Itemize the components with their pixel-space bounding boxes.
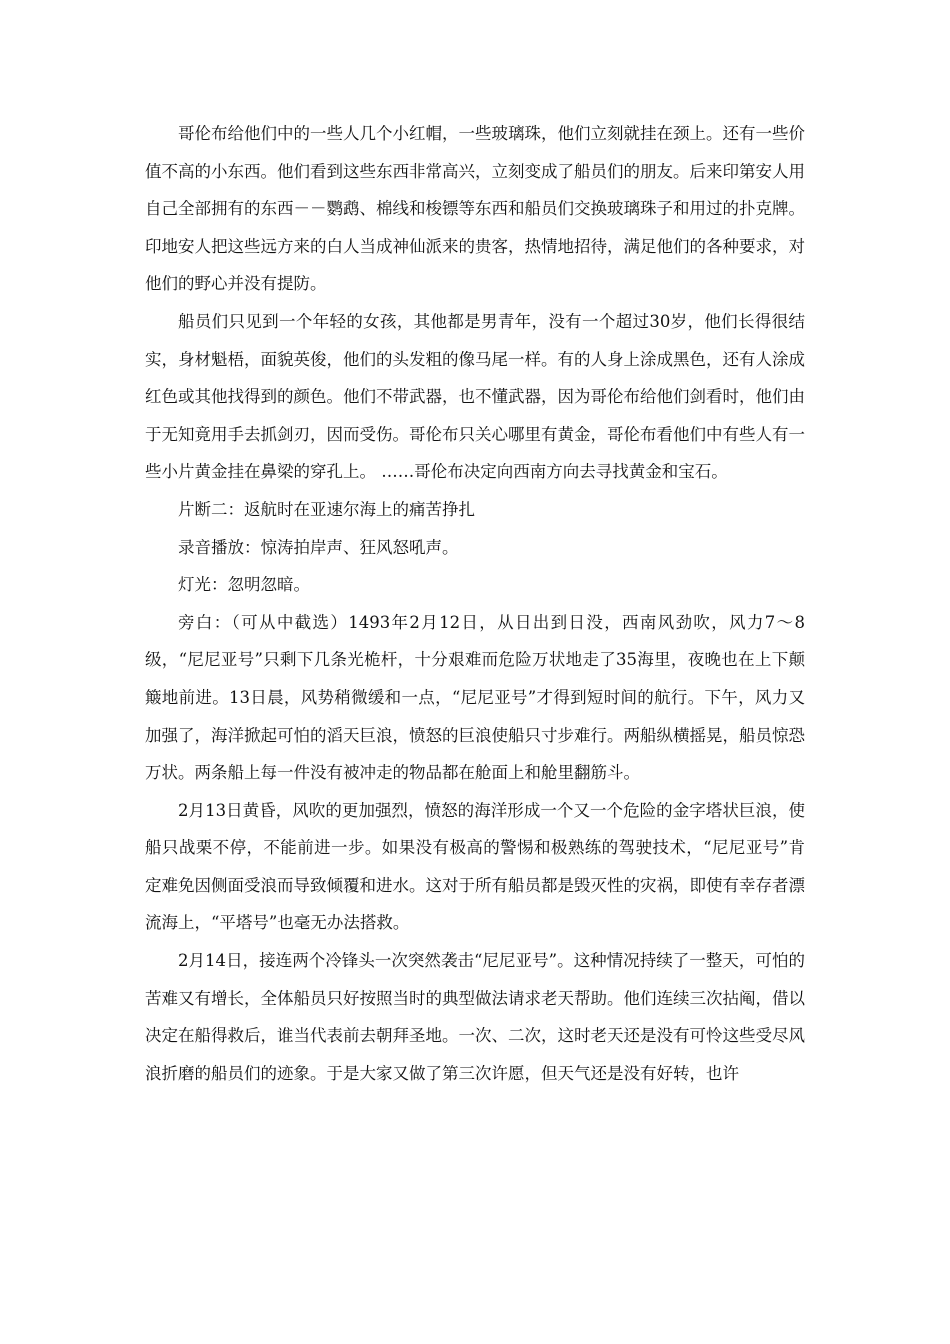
paragraph-columbus-gifts: 哥伦布给他们中的一些人几个小红帽，一些玻璃珠，他们立刻就挂在颈上。还有一些价值不高的小东西。他们看到这些东西非常高兴，立刻变成了船员们的朋友。后来印第安人用自己全部拥有的东西－－鹦鹉、棉线和梭镖等东西和船员们交换玻璃珠子和用过的扑克牌。印地安人把这些远方来的白人当成神仙派来的贵客，热情地招待，满足他们的各种要求，对他们的野心并没有提防。 xyxy=(145,124,805,294)
paragraph-feb-14: 2月14日，接连两个冷锋头一次突然袭击“尼尼亚号”。这种情况持续了一整天，可怕的苦难又有增长，全体船员只好按照当时的典型做法请求老天帮助。他们连续三次拈阄，借以决定在船得救后，谁当代表前去朝拜圣地。一次、二次，这时老天还是没有可怜这些受尽风浪折磨的船员们的迹象。于是大家又做了第三次许愿，但天气还是没有好转，也许 xyxy=(145,951,805,1083)
stage-direction-lighting: 灯光：忽明忽暗。 xyxy=(178,575,310,595)
section-heading-fragment-two: 片断二：返航时在亚速尔海上的痛苦挣扎 xyxy=(178,499,475,519)
paragraph-natives-description: 船员们只见到一个年轻的女孩，其他都是男青年，没有一个超过30岁，他们长得很结实，身材魁梧，面貌英俊，他们的头发粗的像马尾一样。有的人身上涂成黑色，还有人涂成红色或其他找得到的颜色。他们不带武器，也不懂武器，因为哥伦布给他们剑看时，他们由于无知竟用手去抓剑刃，因而受伤。哥伦布只关心哪里有黄金，哥伦布看他们中有些人有一些小片黄金挂在鼻梁的穿孔上。 ……哥伦布决定向西南方向去寻找黄金和宝石。 xyxy=(145,311,805,482)
paragraph-feb-13: 2月13日黄昏，风吹的更加强烈，愤怒的海洋形成一个又一个危险的金字塔状巨浪，使船只战栗不停，不能前进一步。如果没有极高的警惕和极熟练的驾驶技术，“尼尼亚号”肯定难免因侧面受浪而导致倾覆和进水。这对于所有船员都是毁灭性的灾祸，即使有幸存者漂流海上，“平塔号”也毫无办法搭救。 xyxy=(145,800,805,933)
document-body xyxy=(145,115,805,1092)
stage-direction-audio: 录音播放：惊涛拍岸声、狂风怒吼声。 xyxy=(178,537,459,557)
paragraph-narration-feb-12: 旁白：（可从中截选）1493年2月12日，从日出到日没，西南风劲吹，风力7～8级，“尼尼亚号”只剩下几条光桅杆，十分艰难而危险万状地走了35海里，夜晚也在上下颠簸地前进。13日晨，风势稍微缓和一点，“尼尼亚号”才得到短时间的航行。下午，风力又加强了，海洋掀起可怕的滔天巨浪，愤怒的巨浪使船只寸步难行。两船纵横摇晃，船员惊恐万状。两条船上每一件没有被冲走的物品都在舱面上和舱里翻筋斗。 xyxy=(145,612,805,783)
